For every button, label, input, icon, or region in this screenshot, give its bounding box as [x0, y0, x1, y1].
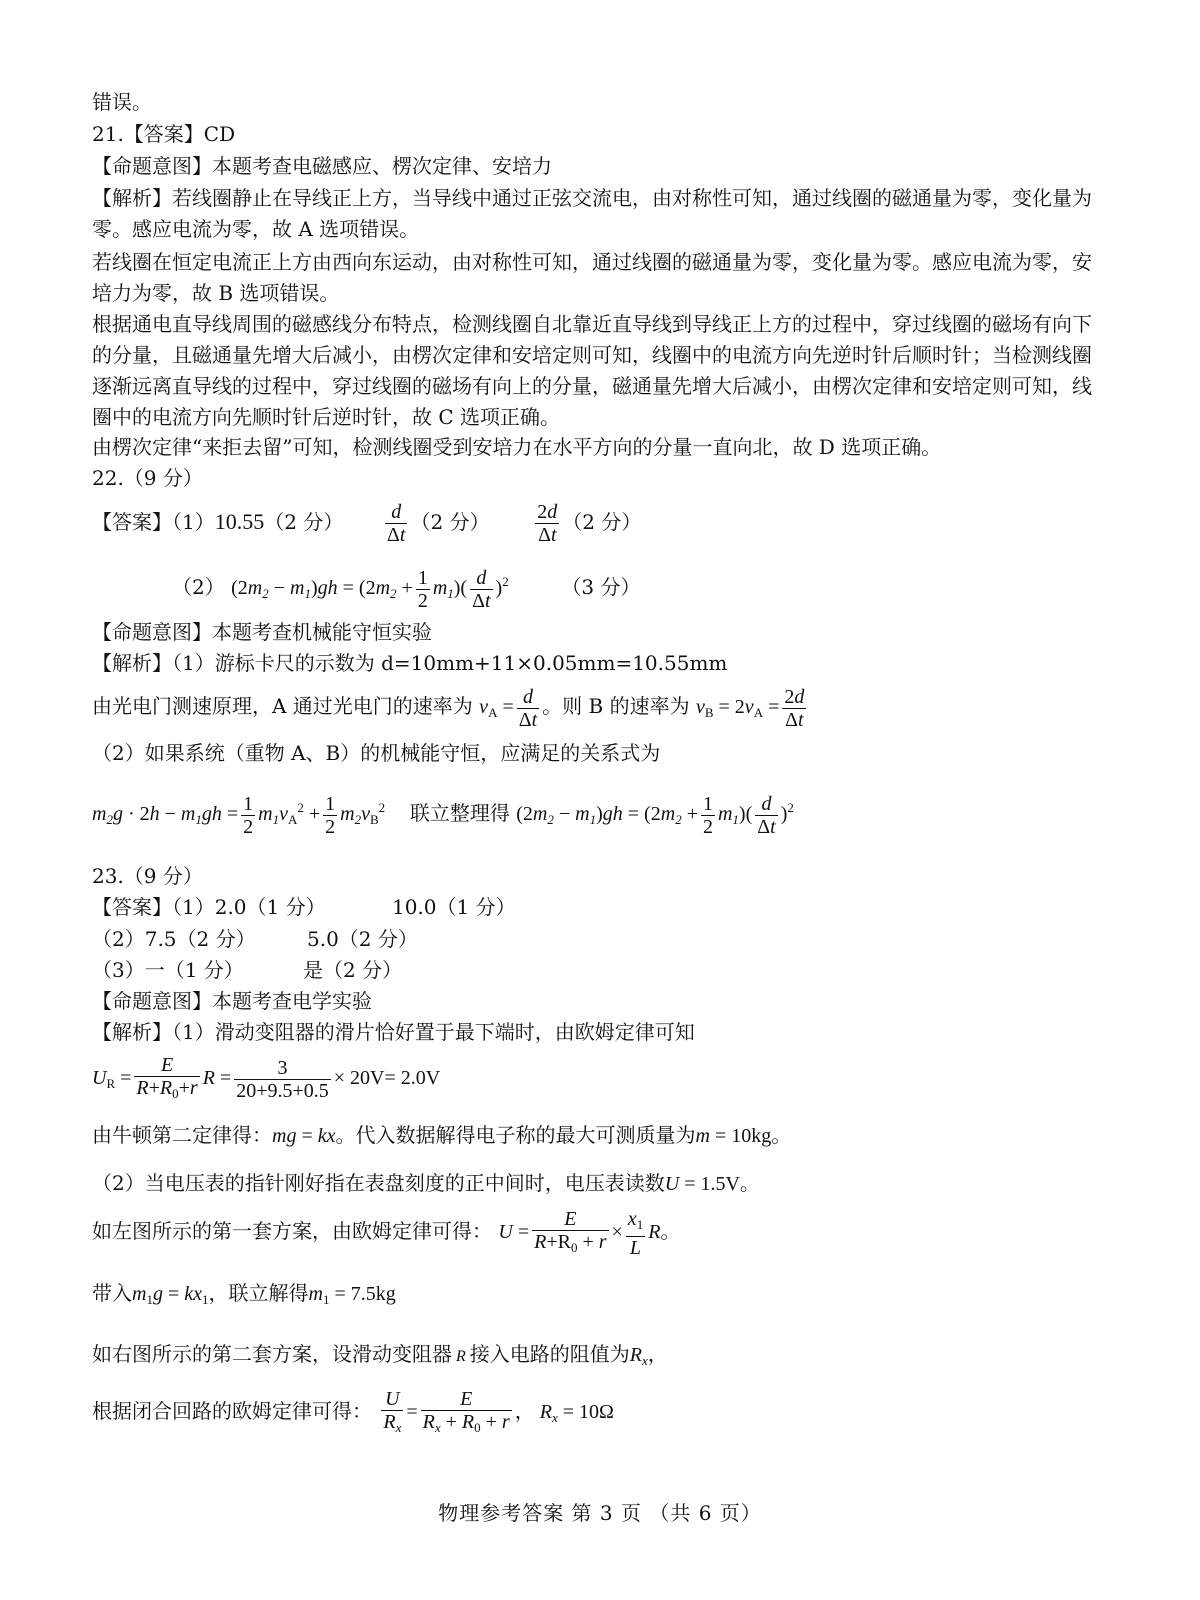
- q22-explanation-2: [92, 684, 809, 735]
- q22-combine-label: 联立整理得: [409, 801, 510, 825]
- speed-a-fraction: $\frac{d}{\Delta t}$: [387, 501, 406, 546]
- q22-points-1: （2 分）: [264, 510, 344, 534]
- energy-conservation-formula: $m_2g \cdot 2h - m_1gh$ = $\frac{1}{2}$ $m_1v_A^2$ + $\frac{1}{2}$ $m_2v_B^2$: [92, 792, 386, 838]
- q23-plan1-line: [92, 1206, 680, 1259]
- q23-substitute-line: [92, 1279, 396, 1314]
- q23-newton-line: 由牛顿第二定律得：mg = kx。代入数据解得电子称的最大可测质量为m = 10kg。: [92, 1123, 792, 1147]
- mass-result: $m_1 = 7.5kg$: [308, 1283, 396, 1307]
- q21-heading: 21.【答案】CD: [92, 122, 236, 146]
- q21-paragraph-b: 若线圈在恒定电流正上方由西向东运动，由对称性可知，通过线圈的磁通量为零，变化量为零。感应电流为零，安培力为零，故 B 选项错误。: [92, 250, 1092, 305]
- q23-newton-text-b: 。代入数据解得电子称的最大可测质量为: [335, 1123, 696, 1147]
- max-mass-formula: m = 10kg: [695, 1125, 772, 1147]
- q23-plan2-text-a: 如右图所示的第二套方案，设滑动变阻器: [92, 1342, 452, 1366]
- q22-points-3: （2 分）: [562, 510, 642, 534]
- q23-midpoint-line: （2）当电压表的指针刚好指在表盘刻度的正中间时，电压表读数U = 1.5V。: [92, 1171, 760, 1195]
- q22-answer-row-1: [92, 500, 641, 546]
- newton-formula: mg = kx: [272, 1125, 336, 1147]
- q23-substitute-text-b: ，联立解得: [208, 1281, 309, 1305]
- q22-points-4: （3 分）: [561, 575, 641, 599]
- q22-sub2-label: （2）: [172, 575, 225, 599]
- speed-b-formula: $v_B = 2v_A$ = $\frac{2d}{\Delta t}$: [695, 685, 805, 731]
- q21-intent: 【命题意图】本题考查电磁感应、楞次定律、安培力: [92, 154, 552, 178]
- q22-answer-row-2: [172, 560, 641, 616]
- q23-answer-1: 【答案】（1）2.0（1 分）: [92, 895, 326, 919]
- q23-answer-1b: 10.0（1 分）: [392, 895, 516, 919]
- q22-explanation-2-text-b: 。则 B 的速率为: [542, 694, 690, 718]
- q23-answer-2: （2）7.5（2 分）: [92, 927, 256, 951]
- q23-answer-2b: 5.0（2 分）: [307, 927, 418, 951]
- q22-answer-label: 【答案】（1）: [92, 510, 215, 534]
- voltage-formula: $U_R$ = $\frac{E}{R+R_0+r}$ R = $\frac{3}{20+9.5+0.5}$ × 20V= 2.0V: [92, 1053, 441, 1102]
- q23-plan1-text: 如左图所示的第一套方案，由欧姆定律可得：: [92, 1219, 492, 1243]
- speed-b-fraction: $\frac{2d}{\Delta t}$: [537, 501, 558, 546]
- q23-heading: 23.（9 分）: [92, 864, 203, 888]
- q22-explanation-1: 【解析】（1）游标卡尺的示数为 d=10mm+11×0.05mm=10.55mm: [92, 651, 728, 675]
- q23-answer-3: （3）一（1 分）: [92, 958, 244, 982]
- q21-paragraph-d: 由楞次定律“来拒去留”可知，检测线圈受到安培力在水平方向的分量一直向北，故 D 选项正确。: [92, 435, 942, 459]
- q23-closed-loop-line: [92, 1385, 614, 1444]
- voltmeter-reading: U = 1.5V: [664, 1173, 740, 1195]
- energy-equation: $(2m_2 - m_1)gh = (2m_2$ + $\frac{1}{2}$ $m_1$)( $\frac{d}{\Delta t}$ )$^2$: [231, 566, 509, 612]
- speed-a-formula: $v_A$ = $\frac{d}{\Delta t}$: [479, 685, 538, 731]
- q23-answer-3b: 是（2 分）: [303, 958, 403, 982]
- q22-explanation-3: （2）如果系统（重物 A、B）的机械能守恒，应满足的关系式为: [92, 741, 661, 765]
- q23-closed-loop-text: 根据闭合回路的欧姆定律可得：: [92, 1399, 372, 1423]
- q22-explanation-2-text-a: 由光电门测速原理，A 通过光电门的速率为: [92, 694, 473, 718]
- q22-explanation-4: [92, 782, 794, 846]
- combined-equation: $(2m_2 - m_1)gh = (2m_2$ + $\frac{1}{2}$ $m_1$)( $\frac{d}{\Delta t}$ )$^2$: [516, 792, 794, 838]
- page-footer: 物理参考答案 第 3 页 （共 6 页）: [438, 1501, 762, 1525]
- q22-heading: 22.（9 分）: [92, 466, 203, 490]
- closed-loop-formula: $\frac{U}{R_x}$ = $\frac{E}{R_x + R_0 + r}$ ， $R_x = 10\Omega$: [383, 1387, 614, 1435]
- q23-midpoint-text: （2）当电压表的指针刚好指在表盘刻度的正中间时，电压表读数: [92, 1171, 665, 1195]
- q23-explanation-1: 【解析】（1）滑动变阻器的滑片恰好置于最下端时，由欧姆定律可知: [92, 1020, 695, 1044]
- spring-formula: $m_1g = kx_1$: [132, 1283, 209, 1307]
- plan1-formula: U = $\frac{E}{R+R_0 + r}$ × $\frac{x_1}{L}$ R。: [498, 1207, 681, 1259]
- q20-tail: 错误。: [92, 90, 152, 114]
- q23-substitute-text-a: 带入: [92, 1281, 132, 1305]
- q23-intent: 【命题意图】本题考查电学实验: [92, 989, 372, 1013]
- q23-plan2-text-b: 接入电路的阻值为: [469, 1342, 630, 1366]
- q21-paragraph-a: 【解析】若线圈静止在导线正上方，当导线中通过正弦交流电，由对称性可知，通过线圈的磁通量为零，变化量为零。感应电流为零，故 A 选项错误。: [92, 186, 1092, 241]
- q22-points-2: （2 分）: [410, 510, 490, 534]
- q21-paragraph-c: 根据通电直导线周围的磁感线分布特点，检测线圈自北靠近直导线到导线正上方的过程中，穿过线圈的磁场有向下的分量，且磁通量先增大后减小，由楞次定律和安培定则可知，线圈中的电流方向先逆时针后顺时针；当检测线圈逐渐远离直导线的过程中，穿过线圈的磁场有向上的分量，磁通量先增大后减小，由楞次定律和安培定则可知，线圈中的电流方向先顺时针后逆时针，故 C 选项正确。: [92, 312, 1092, 429]
- q22-answer-value: 10.55: [214, 509, 265, 534]
- q23-newton-text-a: 由牛顿第二定律得：: [92, 1123, 272, 1147]
- q22-intent: 【命题意图】本题考查机械能守恒实验: [92, 620, 432, 644]
- q23-plan2-line: 如右图所示的第二套方案，设滑动变阻器 R 接入电路的阻值为$R_x$，: [92, 1342, 668, 1368]
